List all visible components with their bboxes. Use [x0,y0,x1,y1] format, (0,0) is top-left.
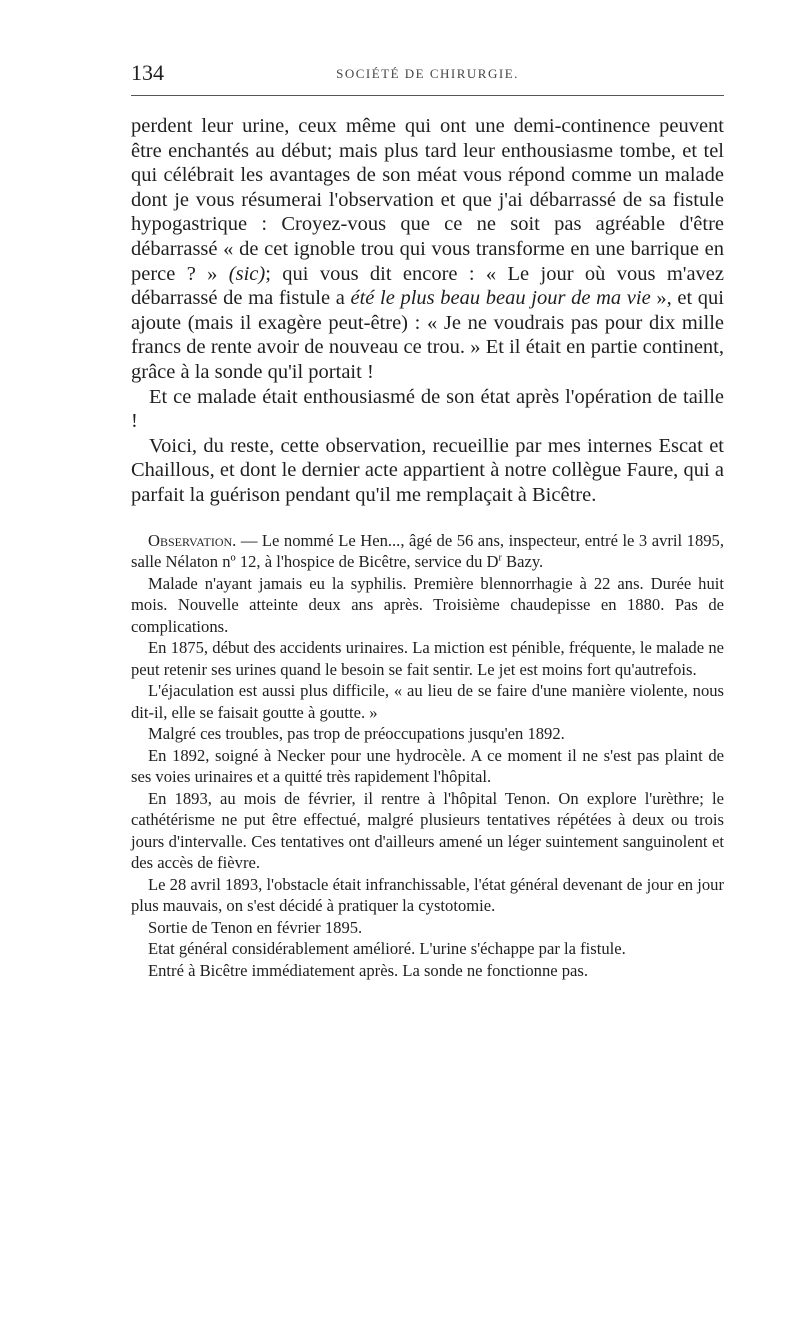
page-header [131,58,724,88]
observation-paragraph: Sortie de Tenon en février 1895. [148,917,363,937]
observation-paragraph: Malgré ces troubles, pas trop de préoccupations jusqu'en 1892. [148,724,565,743]
observation-paragraph: En 1892, soigné à Necker pour une hydrocèle. A ce moment il ne s'est pas plaint de ses voies urinaires et a quitté très rapidement l'hôpital. [131,745,724,786]
paragraph-1: perdent leur urine, ceux même qui ont une demi-continence peuvent être enchantés au début; mais plus tard leur enthousiasme tombe, et tel qui célébrait les avantages de son méat vous répond comme un malade dont je vous résumerai l'observation et que j'ai débarrassé de sa fistule hypogastrique : Croyez-vous que ce ne soit pas agréable d'être débarrassé « de cet ignoble trou qui vous transforme en une barrique en perce ? » (sic); qui vous dit encore : « Le jour où vous m'avez débarrassé de ma fistule a été le plus beau beau jour de ma vie », et qui ajoute (mais il exagère peut-être) : « Je ne voudrais pas pour dix mille francs de rente avoir de nouveau ce trou. » Et il était en partie continent, grâce à la sonde qu'il portait ! [131,115,725,383]
sic-italic: (sic) [228,262,266,285]
paragraph-3: Voici, du reste, cette observation, recueillie par mes internes Escat et Chaillous, et dont le dernier acte appartient à notre collègue Faure, qui a parfait la guérison pendant qu'il me remplaçait à Bicêtre. [131,434,724,506]
observation-paragraph: Etat général considérablement amélioré. L'urine s'échappe par la fistule. [148,939,626,958]
observation-paragraph: Malade n'ayant jamais eu la syphilis. Première blennorrhagie à 22 ans. Durée huit mois. Nouvelle atteinte deux ans après. Troisième chaudepisse en 1880. Pas de complications. [131,573,724,636]
observation-paragraph: L'éjaculation est aussi plus difficile, « au lieu de se faire d'une manière violente, nous dit-il, elle se faisait goutte à goutte. » [131,681,724,722]
observation-intro: Observation. — Le nommé Le Hen..., âgé de 56 ans, inspecteur, entré le 3 avril 1895, salle Nélaton nº 12, à l'hospice de Bicêtre, service du $D^r$ Bazy. [131,530,724,571]
observation-paragraph: Le 28 avril 1893, l'obstacle était infranchissable, l'état général devenant de jour en jour plus mauvais, on s'est décidé à pratiquer la cystotomie. [131,874,724,915]
observation-paragraph: En 1893, au mois de février, il rentre à l'hôpital Tenon. On explore l'urèthre; le cathétérisme ne put être effectué, malgré plusieurs tentatives répétées à deux ou trois jours d'intervalle. Ces tentatives ont d'ailleurs amené un léger suintement sanguinolent et des accès de fièvre. [131,788,724,872]
running-title: SOCIÉTÉ DE CHIRURGIE. [336,66,519,81]
paragraph-2: Et ce malade était enthousiasmé de son état après l'opération de taille ! [131,385,724,433]
observation-section [131,530,724,982]
observation-label: Observation [148,530,233,550]
document-page [131,58,724,981]
quote-italic: été le plus beau beau jour de ma vie [350,287,651,310]
observation-paragraph: Entré à Bicêtre immédiatement après. La sonde ne fonctionne pas. [148,960,589,980]
header-rule [131,95,724,96]
main-text [131,114,724,508]
observation-paragraph: En 1875, début des accidents urinaires. La miction est pénible, fréquente, le malade ne peut retenir ses urines quand le besoin se fait sentir. Le jet est moins fort qu'autrefois. [131,638,724,679]
page-number: 134 [131,60,164,85]
